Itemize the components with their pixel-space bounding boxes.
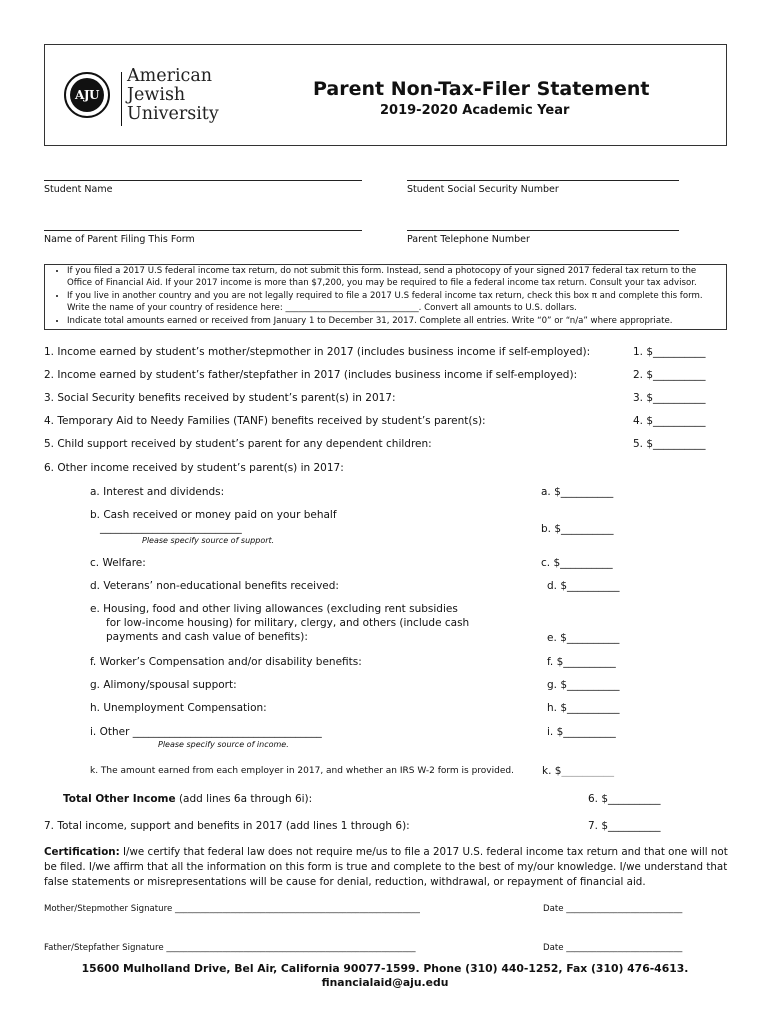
form-header xyxy=(44,44,727,146)
certification-text: I/we certify that federal law does not require me/us to file a 2017 U.S. federal income tax return and that one will not be filed. I/we affirm that all the information on this form is true and complete to the best of my/our knowledge. I/we understand that false statements or misrepresentations will be cause for denial, reduction, withdrawal, or repayment of financial aid. xyxy=(44,846,728,888)
answer-2-field[interactable]: 2. $__________ xyxy=(633,369,706,381)
mother-signature-field[interactable]: Mother/Stepmother Signature _________________________________________________________ xyxy=(44,904,420,914)
parent-name-field[interactable] xyxy=(44,230,362,231)
student-ssn-field[interactable] xyxy=(407,180,679,181)
answer-6b-field[interactable]: b. $__________ xyxy=(541,523,614,535)
question-6: 6. Other income received by student’s parent(s) in 2017: xyxy=(44,462,344,474)
answer-1-field[interactable]: 1. $__________ xyxy=(633,346,706,358)
question-6k: k. The amount earned from each employer in 2017, and whether an IRS W-2 form is provided. xyxy=(90,766,514,776)
wordmark-line-2: Jewish xyxy=(127,85,186,105)
total-other-income xyxy=(63,793,312,805)
answer-6k-label: k. $ xyxy=(542,765,562,777)
university-seal-logo xyxy=(64,72,110,118)
logo-monogram: AJU xyxy=(70,78,104,112)
question-6e-line1: e. Housing, food and other living allowances (excluding rent subsidies xyxy=(90,603,458,615)
form-subtitle: 2019-2020 Academic Year xyxy=(380,103,570,118)
student-ssn-label: Student Social Security Number xyxy=(407,184,559,195)
question-6b-source-field[interactable]: ___________________________ xyxy=(100,522,242,534)
answer-7-field[interactable]: 7. $__________ xyxy=(588,820,661,832)
total-other-income-label: Total Other Income xyxy=(63,793,176,805)
answer-6k-field[interactable] xyxy=(542,765,614,777)
answer-6a-field[interactable]: a. $__________ xyxy=(541,486,614,498)
question-6e-line3: payments and cash value of benefits): xyxy=(106,631,308,643)
wordmark-line-3: University xyxy=(127,104,219,124)
question-6f: f. Worker’s Compensation and/or disability benefits: xyxy=(90,656,362,668)
answer-5-field[interactable]: 5. $__________ xyxy=(633,438,706,450)
student-name-label: Student Name xyxy=(44,184,113,195)
question-6i-other-field[interactable]: i. Other ____________________________________ xyxy=(90,726,322,738)
question-6g: g. Alimony/spousal support: xyxy=(90,679,237,691)
answer-4-field[interactable]: 4. $__________ xyxy=(633,415,706,427)
instruction-item: • If you live in another country and you are not legally required to file a 2017 U.S federal income tax return, check this box π and complete this form. Write the name of your country of residence here: _______________________________. Convert all amounts to U.S. dollars. xyxy=(67,290,722,315)
question-1: 1. Income earned by student’s mother/stepmother in 2017 (includes business income if self-employed): xyxy=(44,346,591,358)
answer-total-other-field[interactable]: 6. $__________ xyxy=(588,793,661,805)
question-3: 3. Social Security benefits received by student’s parent(s) in 2017: xyxy=(44,392,396,404)
answer-6c-field[interactable]: c. $__________ xyxy=(541,557,613,569)
certification-statement xyxy=(44,845,734,890)
answer-6k-blank: __________ xyxy=(561,765,614,777)
instructions-list xyxy=(45,265,726,327)
question-5: 5. Child support received by student’s parent for any dependent children: xyxy=(44,438,432,450)
answer-3-field[interactable]: 3. $__________ xyxy=(633,392,706,404)
question-2: 2. Income earned by student’s father/stepfather in 2017 (includes business income if self-employed): xyxy=(44,369,578,381)
student-name-field[interactable] xyxy=(44,180,362,181)
father-signature-field[interactable]: Father/Stepfather Signature __________________________________________________________ xyxy=(44,943,416,953)
instructions-box xyxy=(44,264,727,330)
mother-date-field[interactable]: Date ___________________________ xyxy=(543,904,683,914)
question-6h: h. Unemployment Compensation: xyxy=(90,702,267,714)
father-date-field[interactable]: Date ___________________________ xyxy=(543,943,683,953)
question-6c: c. Welfare: xyxy=(90,557,146,569)
instruction-item: • If you filed a 2017 U.S federal income tax return, do not submit this form. Instead, send a photocopy of your signed 2017 federal tax return to the Office of Financial Aid. If your 2017 income is more than $7,200, you may be required to file a federal income tax return. Consult your tax advisor. xyxy=(67,265,722,290)
parent-phone-label: Parent Telephone Number xyxy=(407,234,530,245)
total-other-income-desc: (add lines 6a through 6i): xyxy=(175,793,313,805)
logo-divider xyxy=(121,72,122,126)
university-wordmark xyxy=(127,67,219,124)
certification-label: Certification: xyxy=(44,846,120,858)
answer-6e-field[interactable]: e. $__________ xyxy=(547,632,620,644)
question-6b-note: Please specify source of support. xyxy=(142,536,275,545)
answer-6g-field[interactable]: g. $__________ xyxy=(547,679,620,691)
instruction-item: • Indicate total amounts earned or received from January 1 to December 31, 2017. Complete all entries. Write “0” or “n/a” where appropriate. xyxy=(67,315,722,327)
footer-address: 15600 Mulholland Drive, Bel Air, California 90077-1599. Phone (310) 440-1252, Fax (310) 476-4613. xyxy=(81,962,689,975)
parent-name-label: Name of Parent Filing This Form xyxy=(44,234,195,245)
question-6i-note: Please specify source of income. xyxy=(158,740,289,749)
answer-6i-field[interactable]: i. $__________ xyxy=(547,726,616,738)
answer-6h-field[interactable]: h. $__________ xyxy=(547,702,620,714)
question-6d: d. Veterans’ non-educational benefits received: xyxy=(90,580,339,592)
answer-6d-field[interactable]: d. $__________ xyxy=(547,580,620,592)
answer-6f-field[interactable]: f. $__________ xyxy=(547,656,616,668)
wordmark-line-1: American xyxy=(127,66,213,86)
question-6a: a. Interest and dividends: xyxy=(90,486,225,498)
footer-email: financialaid@aju.edu xyxy=(321,976,449,989)
question-6b: b. Cash received or money paid on your behalf xyxy=(90,509,337,521)
question-6e-line2: for low-income housing) for military, clergy, and others (include cash xyxy=(106,617,470,629)
question-7: 7. Total income, support and benefits in 2017 (add lines 1 through 6): xyxy=(44,820,410,832)
question-4: 4. Temporary Aid to Needy Families (TANF) benefits received by student’s parent(s): xyxy=(44,415,486,427)
parent-phone-field[interactable] xyxy=(407,230,679,231)
form-title: Parent Non-Tax-Filer Statement xyxy=(313,78,650,100)
